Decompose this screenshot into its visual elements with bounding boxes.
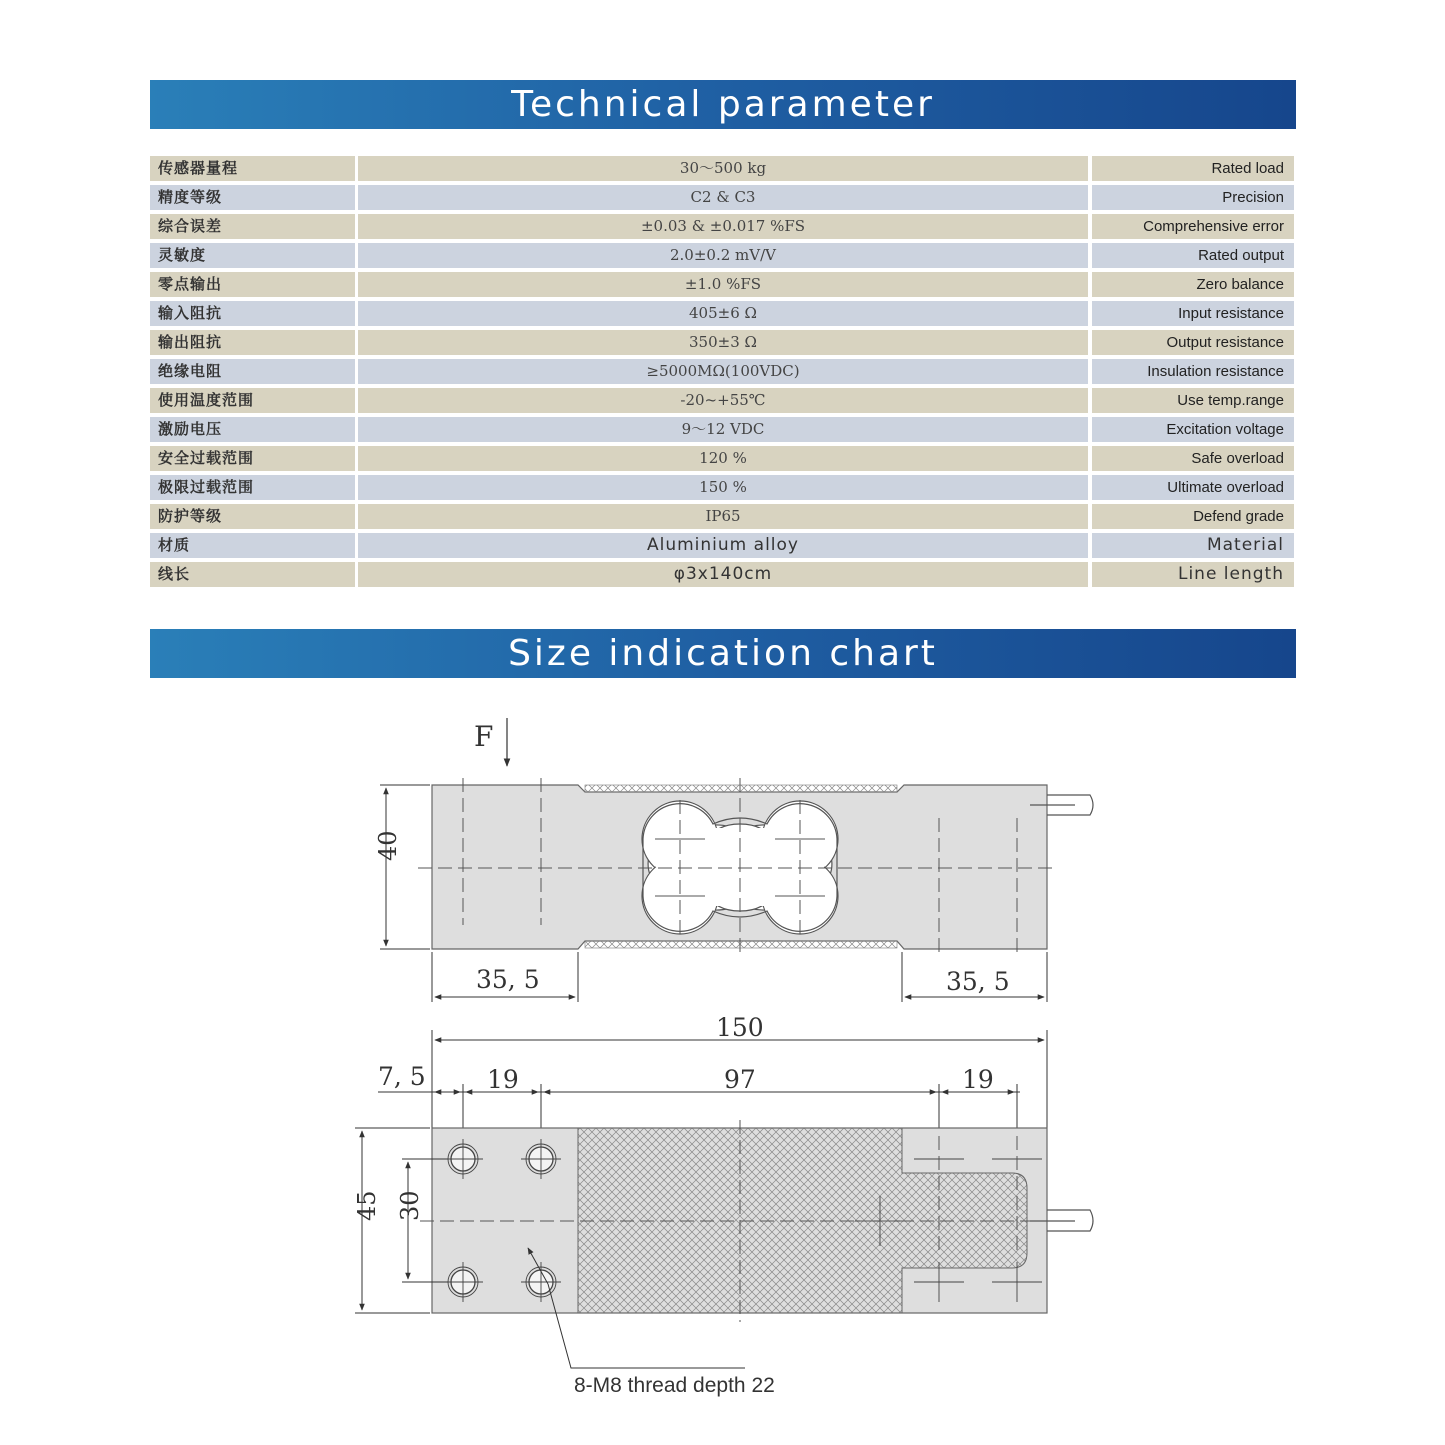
spec-value: ≥5000MΩ(100VDC) bbox=[358, 359, 1088, 384]
spec-value: 350±3 Ω bbox=[358, 330, 1088, 355]
spec-cn-label: 传感器量程 bbox=[150, 156, 355, 181]
spec-cn-label: 使用温度范围 bbox=[150, 388, 355, 413]
spec-value: 120 % bbox=[358, 446, 1088, 471]
spec-en-label: Precision bbox=[1092, 185, 1294, 210]
spec-row-defend-grade bbox=[150, 503, 1296, 532]
spec-row-insulation-resistance bbox=[150, 358, 1296, 387]
height-label: 40 bbox=[374, 830, 402, 861]
spec-row-input-resistance bbox=[150, 300, 1296, 329]
spec-en-label: Zero balance bbox=[1092, 272, 1294, 297]
spec-en-label: Excitation voltage bbox=[1092, 417, 1294, 442]
spec-en-label: Safe overload bbox=[1092, 446, 1294, 471]
spec-value: ±1.0 %FS bbox=[358, 272, 1088, 297]
spec-cn-label: 激励电压 bbox=[150, 417, 355, 442]
spec-cn-label: 灵敏度 bbox=[150, 243, 355, 268]
hole-pitch-label: 30 bbox=[396, 1190, 424, 1221]
spec-value: IP65 bbox=[358, 504, 1088, 529]
spec-en-label: Use temp.range bbox=[1092, 388, 1294, 413]
spec-value: 30～500 kg bbox=[358, 156, 1088, 181]
spec-en-label: Rated output bbox=[1092, 243, 1294, 268]
spec-row-output-resistance bbox=[150, 329, 1296, 358]
side-view bbox=[374, 718, 1093, 1002]
technical-parameter-banner: Technical parameter bbox=[150, 80, 1296, 129]
spec-cn-label: 防护等级 bbox=[150, 504, 355, 529]
spec-value: C2 & C3 bbox=[358, 185, 1088, 210]
spec-en-label: Input resistance bbox=[1092, 301, 1294, 326]
spec-cn-label: 精度等级 bbox=[150, 185, 355, 210]
spec-value: -20~+55℃ bbox=[358, 388, 1088, 413]
spec-row-safe-overload bbox=[150, 445, 1296, 474]
spec-value: 9～12 VDC bbox=[358, 417, 1088, 442]
size-indication-banner: Size indication chart bbox=[150, 629, 1296, 678]
spec-en-label: Material bbox=[1092, 533, 1294, 558]
spec-en-label: Line length bbox=[1092, 562, 1294, 587]
hole-spacing-right-label: 19 bbox=[962, 1065, 994, 1094]
spec-cn-label: 安全过载范围 bbox=[150, 446, 355, 471]
top-view bbox=[353, 1013, 1093, 1397]
spec-value: Aluminium alloy bbox=[358, 533, 1088, 558]
spec-en-label: Output resistance bbox=[1092, 330, 1294, 355]
left-step-label: 35, 5 bbox=[476, 965, 540, 994]
spec-row-rated-load bbox=[150, 155, 1296, 184]
right-step-label: 35, 5 bbox=[946, 967, 1010, 996]
spec-row-material bbox=[150, 532, 1296, 561]
spec-value: 2.0±0.2 mV/V bbox=[358, 243, 1088, 268]
load-cell-dimension-drawing bbox=[0, 700, 1445, 1445]
spec-en-label: Insulation resistance bbox=[1092, 359, 1294, 384]
spec-row-use-temp-range bbox=[150, 387, 1296, 416]
spec-cn-label: 综合误差 bbox=[150, 214, 355, 239]
center-span-label: 97 bbox=[724, 1065, 756, 1094]
spec-en-label: Comprehensive error bbox=[1092, 214, 1294, 239]
spec-value: φ3x140cm bbox=[358, 562, 1088, 587]
spec-row-excitation-voltage bbox=[150, 416, 1296, 445]
spec-row-ultimate-overload bbox=[150, 474, 1296, 503]
spec-row-zero-balance bbox=[150, 271, 1296, 300]
spec-value: 150 % bbox=[358, 475, 1088, 500]
spec-row-line-length bbox=[150, 561, 1296, 590]
spec-en-label: Rated load bbox=[1092, 156, 1294, 181]
thread-note: 8-M8 thread depth 22 bbox=[574, 1374, 775, 1397]
spec-table bbox=[150, 155, 1296, 590]
spec-row-precision bbox=[150, 184, 1296, 213]
spec-cn-label: 绝缘电阻 bbox=[150, 359, 355, 384]
spec-cn-label: 材质 bbox=[150, 533, 355, 558]
spec-row-rated-output bbox=[150, 242, 1296, 271]
spec-cn-label: 输入阻抗 bbox=[150, 301, 355, 326]
spec-value: ±0.03 & ±0.017 %FS bbox=[358, 214, 1088, 239]
length-label: 150 bbox=[716, 1013, 764, 1042]
spec-en-label: Ultimate overload bbox=[1092, 475, 1294, 500]
spec-cn-label: 输出阻抗 bbox=[150, 330, 355, 355]
spec-row-comprehensive-error bbox=[150, 213, 1296, 242]
edge-offset-label: 7, 5 bbox=[378, 1062, 426, 1091]
force-label: F bbox=[474, 720, 494, 753]
spec-en-label: Defend grade bbox=[1092, 504, 1294, 529]
spec-cn-label: 线长 bbox=[150, 562, 355, 587]
spec-value: 405±6 Ω bbox=[358, 301, 1088, 326]
hole-spacing-left-label: 19 bbox=[487, 1065, 519, 1094]
width-label: 45 bbox=[353, 1190, 381, 1221]
spec-cn-label: 零点输出 bbox=[150, 272, 355, 297]
spec-cn-label: 极限过载范围 bbox=[150, 475, 355, 500]
